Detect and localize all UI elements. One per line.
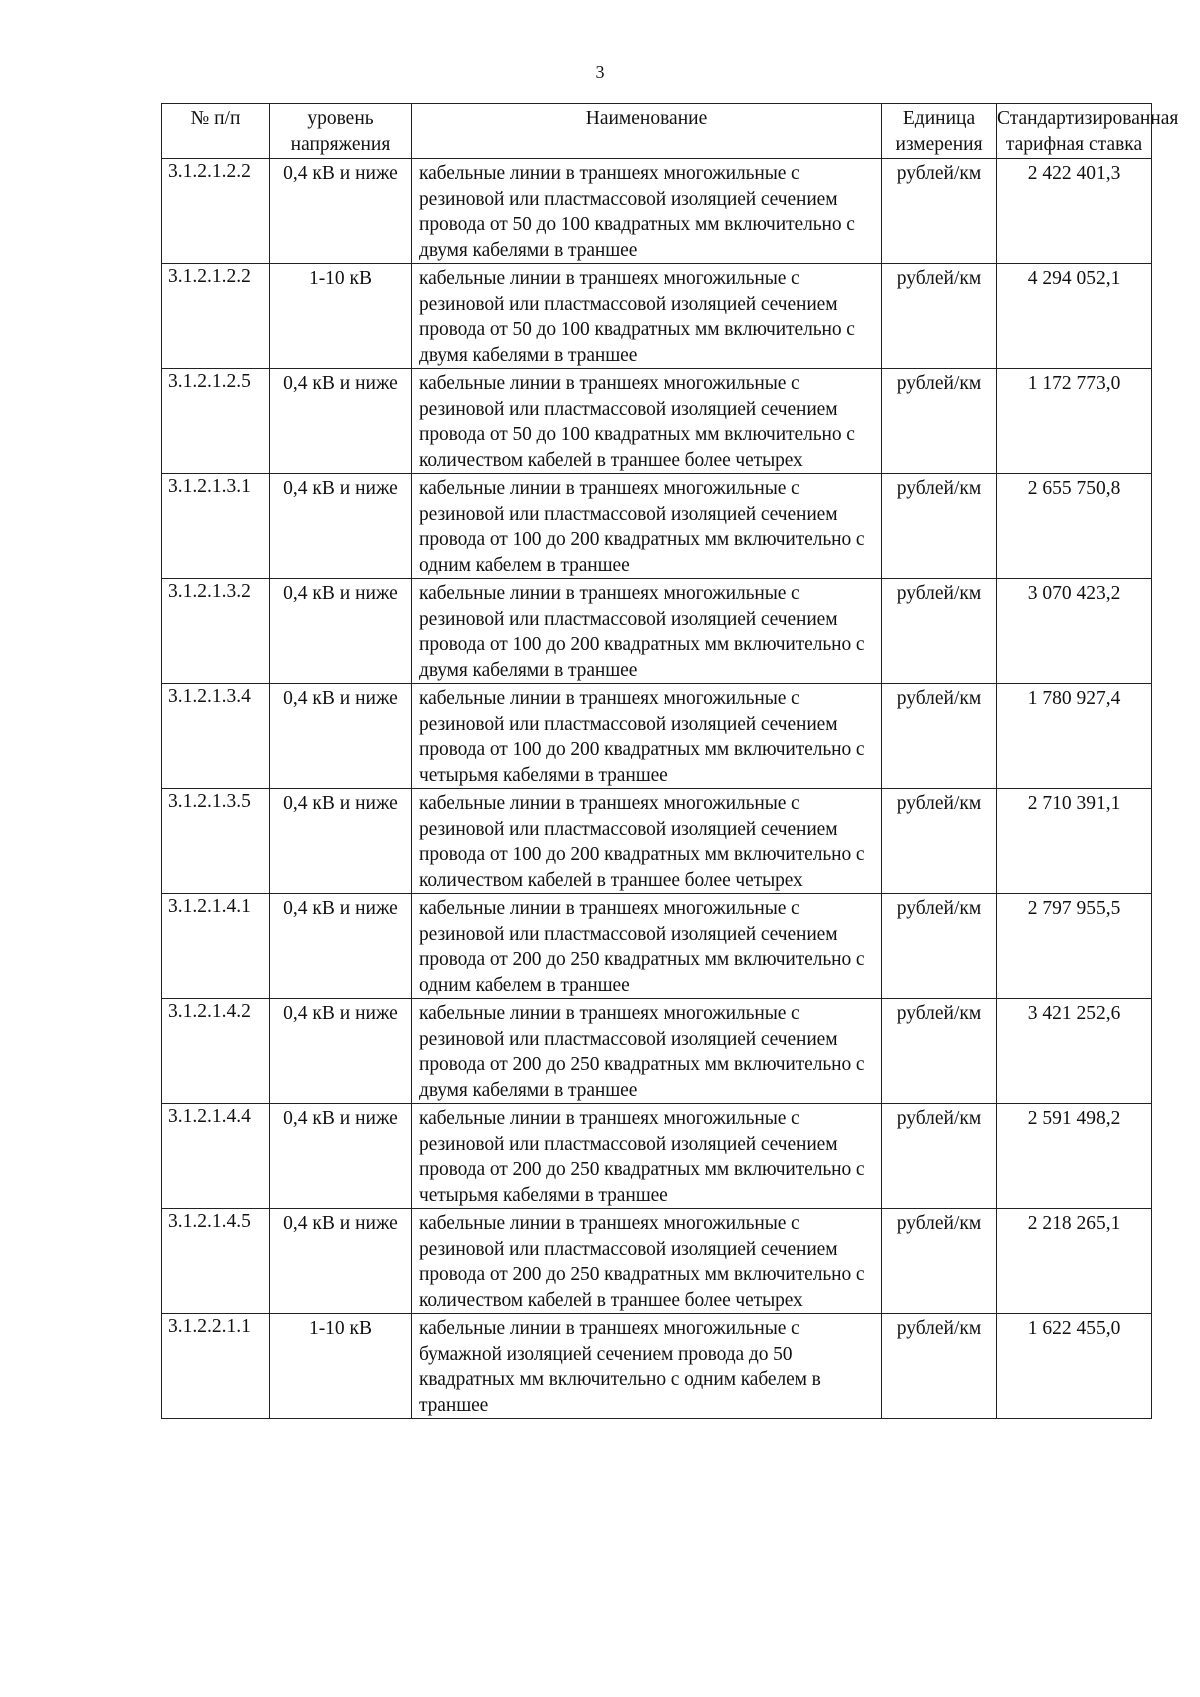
cell-unit: рублей/км: [882, 159, 997, 264]
cell-voltage: 0,4 кВ и ниже: [270, 369, 412, 474]
cell-voltage: 0,4 кВ и ниже: [270, 894, 412, 999]
cell-unit: рублей/км: [882, 474, 997, 579]
cell-name: кабельные линии в траншеях многожильные с резиновой или пластмассовой изоляцией сечением провода от 100 до 200 квадратных мм включительно с четырьмя кабелями в траншее: [412, 684, 882, 789]
cell-name: кабельные линии в траншеях многожильные с резиновой или пластмассовой изоляцией сечением провода от 200 до 250 квадратных мм включительно с двумя кабелями в траншее: [412, 999, 882, 1104]
tariff-table: [161, 103, 1179, 1419]
cell-name: кабельные линии в траншеях многожильные с резиновой или пластмассовой изоляцией сечением провода от 200 до 250 квадратных мм включительно с одним кабелем в траншее: [412, 894, 882, 999]
cell-rate: 2 797 955,5: [997, 894, 1152, 999]
table-row: [162, 894, 1152, 999]
table-row: [162, 474, 1152, 579]
cell-voltage: 0,4 кВ и ниже: [270, 474, 412, 579]
cell-name: кабельные линии в траншеях многожильные с бумажной изоляцией сечением провода до 50 квадратных мм включительно с одним кабелем в траншее: [412, 1314, 882, 1419]
cell-num: 3.1.2.1.3.1: [162, 474, 270, 579]
cell-num: 3.1.2.1.2.2: [162, 159, 270, 264]
cell-unit: рублей/км: [882, 1209, 997, 1314]
table-header-row: [162, 104, 1152, 159]
cell-name: кабельные линии в траншеях многожильные с резиновой или пластмассовой изоляцией сечением провода от 50 до 100 квадратных мм включительно с двумя кабелями в траншее: [412, 159, 882, 264]
cell-unit: рублей/км: [882, 264, 997, 369]
cell-voltage: 1-10 кВ: [270, 264, 412, 369]
cell-rate: 2 218 265,1: [997, 1209, 1152, 1314]
cell-num: 3.1.2.1.3.5: [162, 789, 270, 894]
header-rate: Стандартизированная тарифная ставка: [997, 104, 1152, 159]
cell-name: кабельные линии в траншеях многожильные с резиновой или пластмассовой изоляцией сечением провода от 200 до 250 квадратных мм включительно с количеством кабелей в траншее более четырех: [412, 1209, 882, 1314]
table-row: [162, 264, 1152, 369]
table-row: [162, 1104, 1152, 1209]
cell-rate: 2 422 401,3: [997, 159, 1152, 264]
cell-voltage: 0,4 кВ и ниже: [270, 999, 412, 1104]
cell-num: 3.1.2.1.2.2: [162, 264, 270, 369]
cell-name: кабельные линии в траншеях многожильные с резиновой или пластмассовой изоляцией сечением провода от 100 до 200 квадратных мм включительно с количеством кабелей в траншее более четырех: [412, 789, 882, 894]
table-row: [162, 999, 1152, 1104]
table-row: [162, 1314, 1152, 1419]
table-row: [162, 789, 1152, 894]
cell-unit: рублей/км: [882, 999, 997, 1104]
cell-name: кабельные линии в траншеях многожильные с резиновой или пластмассовой изоляцией сечением провода от 100 до 200 квадратных мм включительно с одним кабелем в траншее: [412, 474, 882, 579]
cell-num: 3.1.2.2.1.1: [162, 1314, 270, 1419]
cell-name: кабельные линии в траншеях многожильные с резиновой или пластмассовой изоляцией сечением провода от 200 до 250 квадратных мм включительно с четырьмя кабелями в траншее: [412, 1104, 882, 1209]
cell-unit: рублей/км: [882, 579, 997, 684]
cell-unit: рублей/км: [882, 789, 997, 894]
cell-rate: 3 421 252,6: [997, 999, 1152, 1104]
table-row: [162, 684, 1152, 789]
cell-num: 3.1.2.1.4.1: [162, 894, 270, 999]
cell-num: 3.1.2.1.2.5: [162, 369, 270, 474]
cell-rate: 1 622 455,0: [997, 1314, 1152, 1419]
cell-unit: рублей/км: [882, 894, 997, 999]
header-name: Наименование: [412, 104, 882, 159]
cell-voltage: 0,4 кВ и ниже: [270, 684, 412, 789]
cell-voltage: 0,4 кВ и ниже: [270, 579, 412, 684]
page-number: 3: [595, 62, 605, 82]
cell-rate: 2 655 750,8: [997, 474, 1152, 579]
cell-rate: 4 294 052,1: [997, 264, 1152, 369]
header-num: № п/п: [162, 104, 270, 159]
cell-unit: рублей/км: [882, 684, 997, 789]
cell-voltage: 1-10 кВ: [270, 1314, 412, 1419]
cell-rate: 2 591 498,2: [997, 1104, 1152, 1209]
table-row: [162, 1209, 1152, 1314]
cell-rate: 3 070 423,2: [997, 579, 1152, 684]
cell-num: 3.1.2.1.4.4: [162, 1104, 270, 1209]
cell-name: кабельные линии в траншеях многожильные с резиновой или пластмассовой изоляцией сечением провода от 50 до 100 квадратных мм включительно с двумя кабелями в траншее: [412, 264, 882, 369]
cell-voltage: 0,4 кВ и ниже: [270, 1104, 412, 1209]
cell-unit: рублей/км: [882, 369, 997, 474]
table-row: [162, 369, 1152, 474]
cell-rate: 1 172 773,0: [997, 369, 1152, 474]
cell-name: кабельные линии в траншеях многожильные с резиновой или пластмассовой изоляцией сечением провода от 100 до 200 квадратных мм включительно с двумя кабелями в траншее: [412, 579, 882, 684]
header-unit: Единица измерения: [882, 104, 997, 159]
cell-voltage: 0,4 кВ и ниже: [270, 789, 412, 894]
header-voltage: уровень напряжения: [270, 104, 412, 159]
cell-voltage: 0,4 кВ и ниже: [270, 1209, 412, 1314]
cell-num: 3.1.2.1.4.5: [162, 1209, 270, 1314]
table-row: [162, 579, 1152, 684]
cell-unit: рублей/км: [882, 1104, 997, 1209]
cell-name: кабельные линии в траншеях многожильные с резиновой или пластмассовой изоляцией сечением провода от 50 до 100 квадратных мм включительно с количеством кабелей в траншее более четырех: [412, 369, 882, 474]
cell-voltage: 0,4 кВ и ниже: [270, 159, 412, 264]
cell-num: 3.1.2.1.3.4: [162, 684, 270, 789]
cell-unit: рублей/км: [882, 1314, 997, 1419]
cell-num: 3.1.2.1.4.2: [162, 999, 270, 1104]
cell-rate: 2 710 391,1: [997, 789, 1152, 894]
table-row: [162, 159, 1152, 264]
table-body: [162, 159, 1152, 1419]
cell-num: 3.1.2.1.3.2: [162, 579, 270, 684]
cell-rate: 1 780 927,4: [997, 684, 1152, 789]
